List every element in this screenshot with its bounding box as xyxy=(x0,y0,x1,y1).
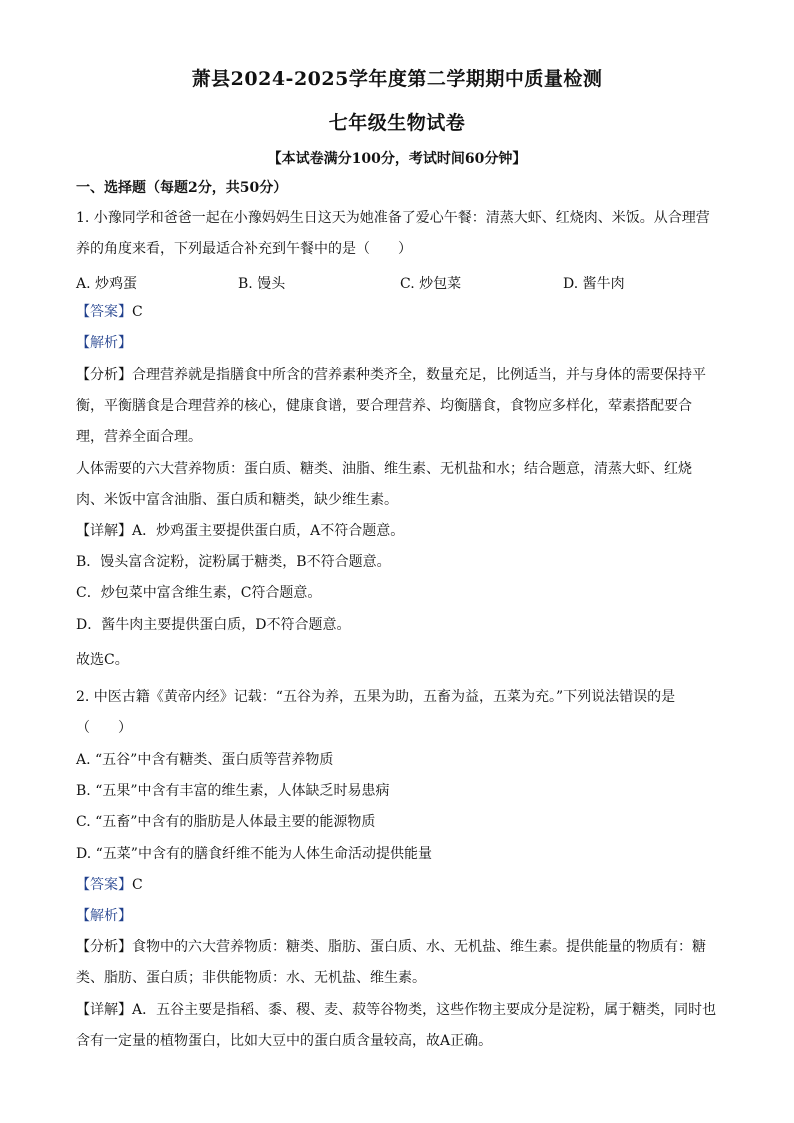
exam-subtitle: 七年级生物试卷 xyxy=(328,112,466,134)
q2-xiangjie-line1 xyxy=(76,1001,716,1019)
q1-xiangjie-text1: A．炒鸡蛋主要提供蛋白质，A不符合题意。 xyxy=(132,523,405,539)
q1-xiangjie-line1 xyxy=(76,522,404,540)
q2-option-b: B. “五果”中含有丰富的维生素，人体缺乏时易患病 xyxy=(76,783,390,799)
q2-answer xyxy=(76,876,143,894)
q1-fenxi-text1: 合理营养就是指膳食中所含的营养素种类齐全，数量充足，比例适当，并与身体的需要保持平 xyxy=(132,367,706,383)
q1-explain-b: B．馒头富含淀粉，淀粉属于糖类，B不符合题意。 xyxy=(76,554,391,570)
q1-text-line4: 人体需要的六大营养物质：蛋白质、糖类、油脂、维生素、无机盐和水；结合题意，清蒸大虾、红烧 xyxy=(76,461,692,477)
q1-text-line5: 肉、米饭中富含油脂、蛋白质和糖类，缺少维生素。 xyxy=(76,492,398,508)
q1-option-d: D. 酱牛肉 xyxy=(563,276,625,292)
q2-xiangjie-label: 【详解】 xyxy=(76,1002,132,1018)
exam-note: 【本试卷满分100分，考试时间60分钟】 xyxy=(267,151,527,167)
q2-option-a: A. “五谷”中含有糖类、蛋白质等营养物质 xyxy=(76,752,334,768)
q1-answer-label: 【答案】 xyxy=(76,304,132,320)
q2-fenxi-line1 xyxy=(76,938,706,956)
q2-stem-line2: （ ） xyxy=(76,720,132,736)
q2-answer-label: 【答案】 xyxy=(76,877,132,893)
q1-fenxi-line1 xyxy=(76,366,706,384)
q2-stem-line1: 2. 中医古籍《黄帝内经》记载：“五谷为养，五果为助，五畜为益，五菜为充。”下列说法错误的是 xyxy=(76,689,676,705)
q2-option-d: D. “五菜”中含有的膳食纤维不能为人体生命活动提供能量 xyxy=(76,846,432,862)
q1-option-a: A. 炒鸡蛋 xyxy=(76,276,138,292)
q2-answer-value: C xyxy=(132,877,143,893)
q1-fenxi-line3: 理，营养全面合理。 xyxy=(76,429,202,445)
q1-answer xyxy=(76,303,143,321)
section-heading: 一、选择题（每题2分，共50分） xyxy=(76,180,288,196)
q1-stem-line2: 养的角度来看，下列最适合补充到午餐中的是（ ） xyxy=(76,241,412,257)
q1-option-c: C. 炒包菜 xyxy=(400,276,462,292)
q2-fenxi-label: 【分析】 xyxy=(76,939,132,955)
q1-conclusion: 故选C。 xyxy=(76,652,129,668)
q1-explain-c: C．炒包菜中富含维生素，C符合题意。 xyxy=(76,585,322,601)
q1-fenxi-line2: 衡，平衡膳食是合理营养的核心，健康食谱，要合理营养、均衡膳食，食物应多样化，荤素搭配要合 xyxy=(76,398,692,414)
q2-xiangjie-text1: A．五谷主要是指稻、黍、稷、麦、菽等谷物类，这些作物主要成分是淀粉，属于糖类，同时也 xyxy=(132,1002,717,1018)
q1-analysis-label: 【解析】 xyxy=(76,335,132,351)
q2-fenxi-text1: 食物中的六大营养物质：糖类、脂肪、蛋白质、水、无机盐、维生素。提供能量的物质有：糖 xyxy=(132,939,706,955)
q1-fenxi-label: 【分析】 xyxy=(76,367,132,383)
q1-answer-value: C xyxy=(132,304,143,320)
exam-title: 萧县2024-2025学年度第二学期期中质量检测 xyxy=(191,68,603,90)
q1-xiangjie-label: 【详解】 xyxy=(76,523,132,539)
q2-option-c: C. “五畜”中含有的脂肪是人体最主要的能源物质 xyxy=(76,814,376,830)
q1-stem-line1: 1. 小豫同学和爸爸一起在小豫妈妈生日这天为她准备了爱心午餐：清蒸大虾、红烧肉、米饭。从合理营 xyxy=(76,210,710,226)
q2-analysis-label: 【解析】 xyxy=(76,908,132,924)
q1-explain-d: D．酱牛肉主要提供蛋白质，D不符合题意。 xyxy=(76,617,351,633)
q2-xiangjie-line2: 含有一定量的植物蛋白，比如大豆中的蛋白质含量较高，故A正确。 xyxy=(76,1033,493,1049)
q2-fenxi-line2: 类、脂肪、蛋白质；非供能物质：水、无机盐、维生素。 xyxy=(76,970,426,986)
q1-option-b: B. 馒头 xyxy=(238,276,286,292)
